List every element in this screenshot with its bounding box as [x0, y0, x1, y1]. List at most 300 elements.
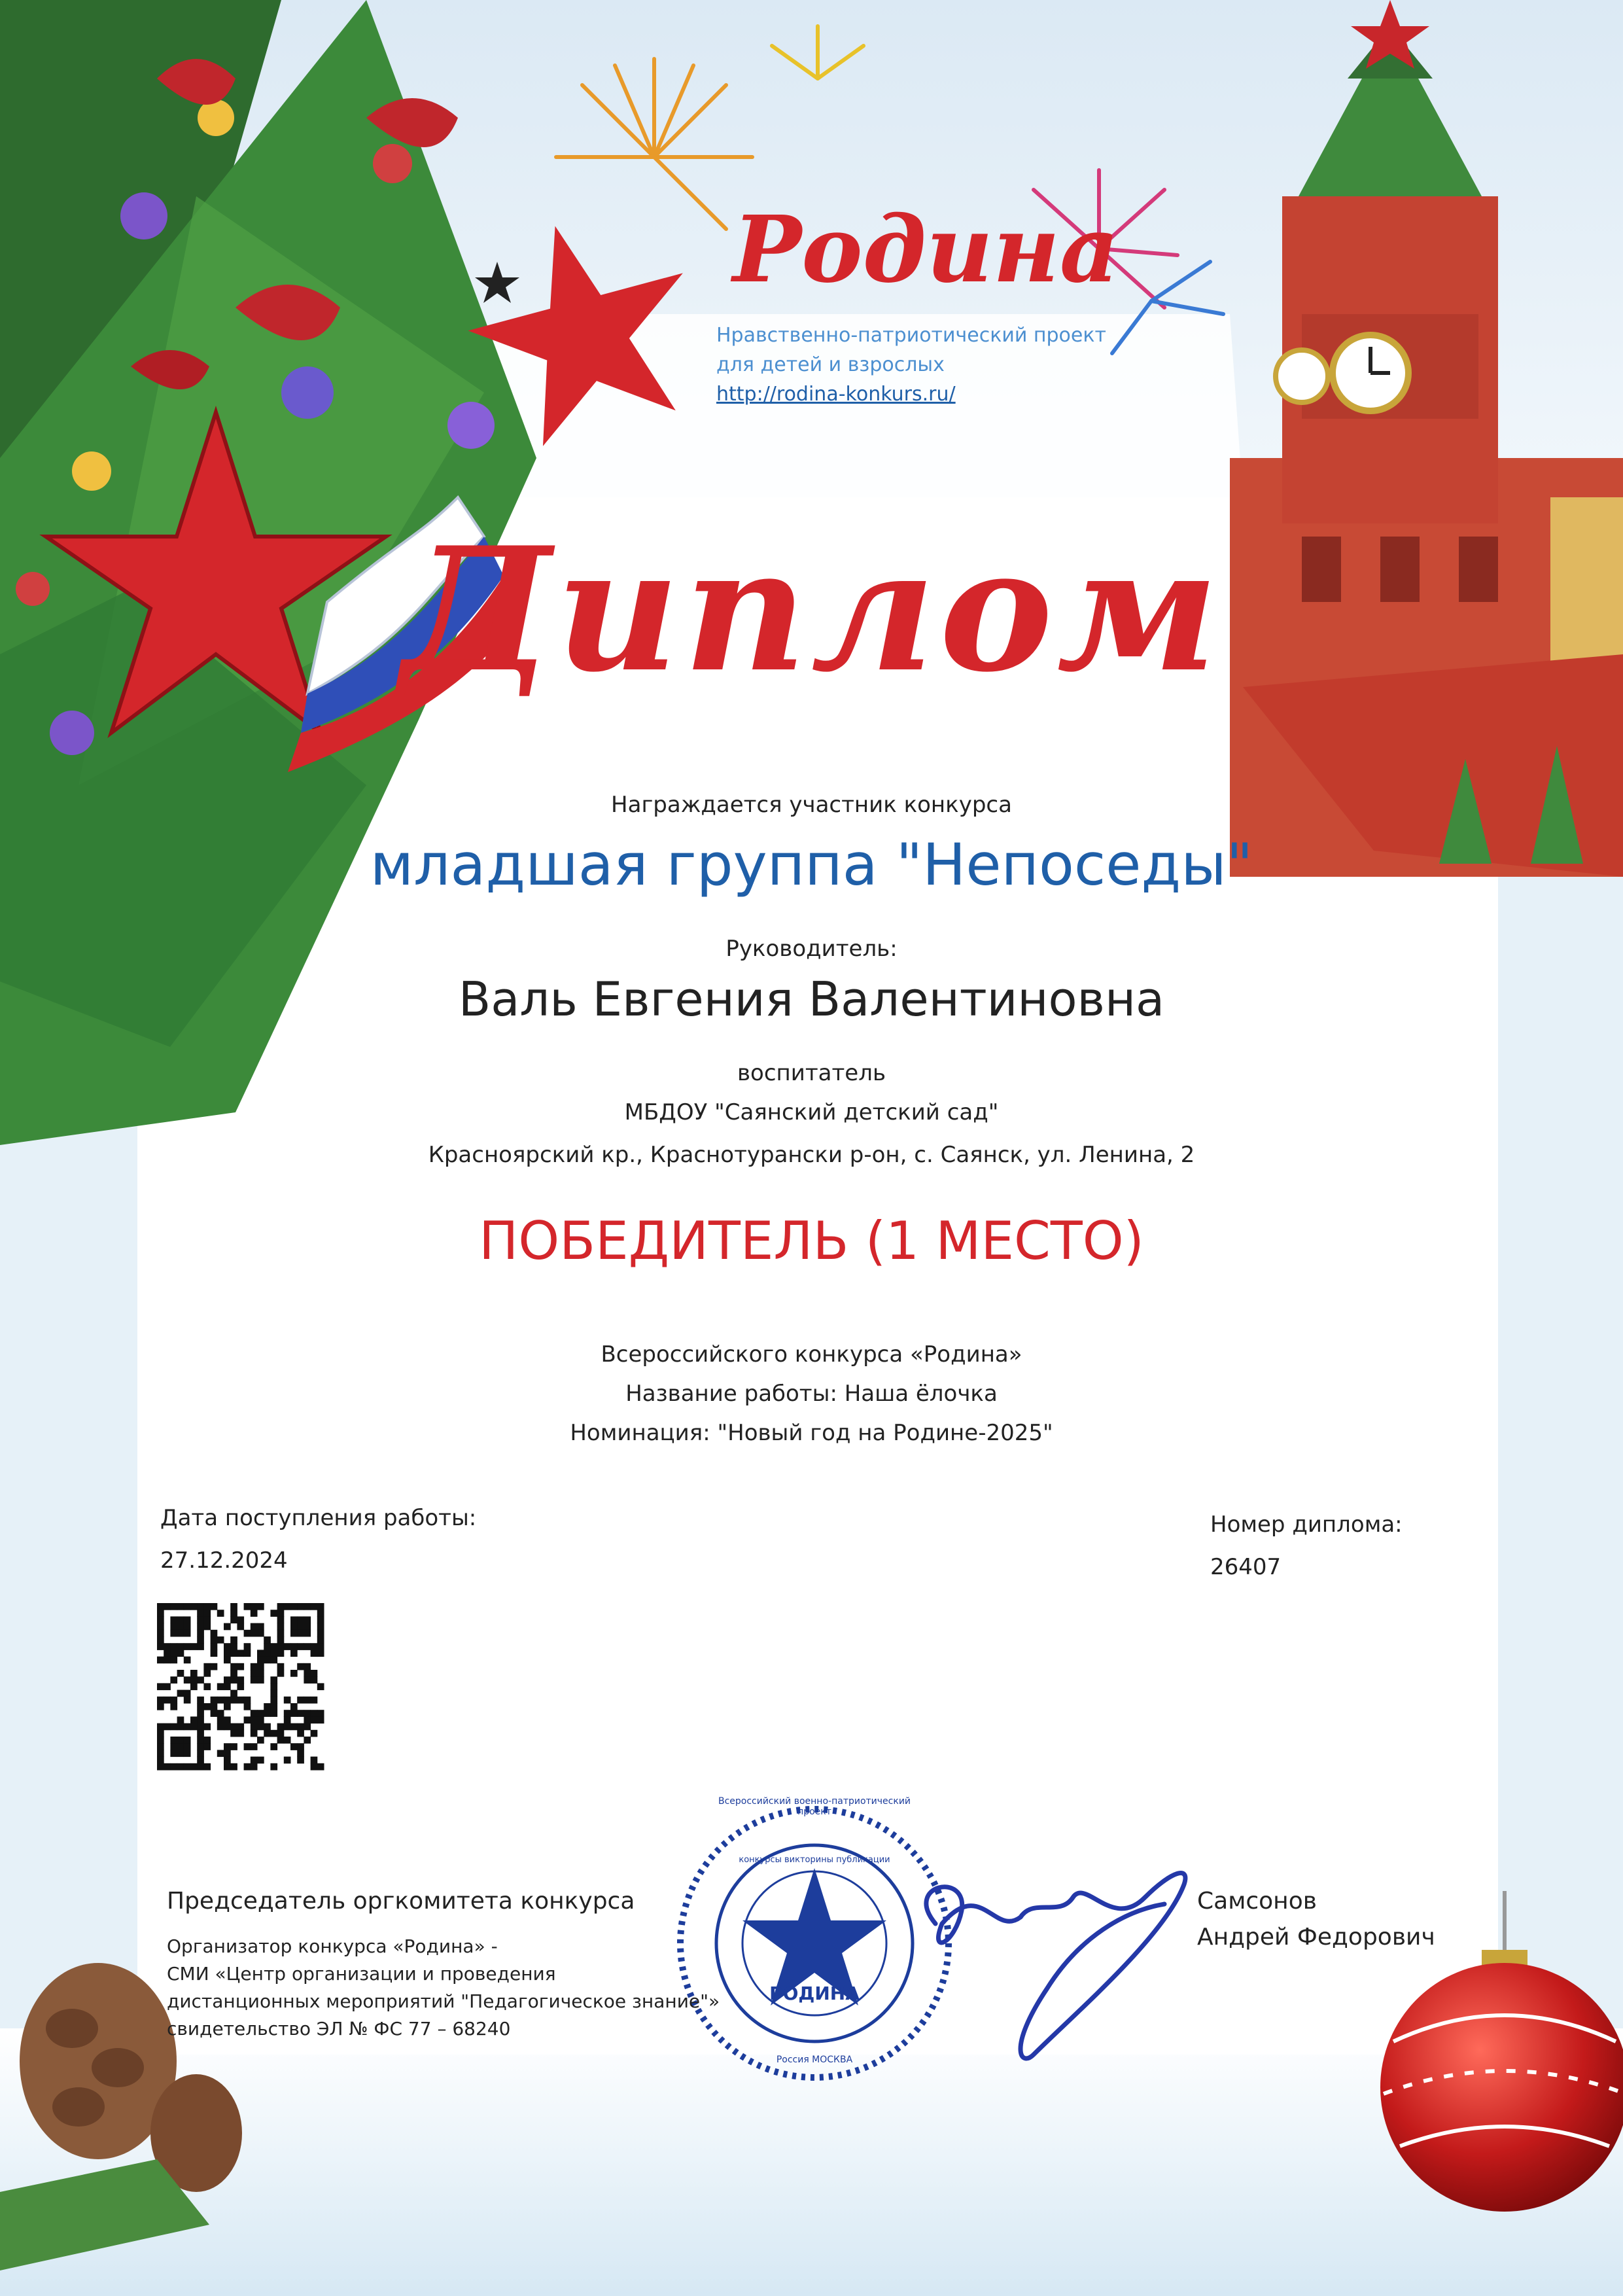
qr-module — [257, 1723, 264, 1731]
qr-module — [190, 1643, 198, 1650]
qr-module — [264, 1723, 271, 1731]
qr-module — [304, 1710, 311, 1717]
qr-module — [290, 1603, 298, 1610]
qr-module — [244, 1630, 251, 1637]
project-tagline-1: Нравственно-патриотический проект — [716, 324, 1106, 347]
qr-module — [237, 1663, 244, 1670]
qr-module — [217, 1723, 224, 1731]
qr-module — [203, 1670, 211, 1677]
qr-module — [290, 1710, 298, 1717]
qr-module — [317, 1616, 324, 1623]
qr-module — [264, 1703, 271, 1710]
qr-module — [264, 1650, 271, 1657]
qr-module — [197, 1603, 204, 1610]
qr-module — [251, 1630, 258, 1637]
organizer-line-4: свидетельство ЭЛ № ФС 77 – 68240 — [167, 2018, 511, 2040]
organization: МБДОУ "Саянский детский сад" — [624, 1099, 999, 1125]
qr-module — [237, 1683, 244, 1690]
qr-module — [197, 1763, 204, 1771]
qr-module — [177, 1750, 184, 1757]
qr-module — [230, 1650, 237, 1657]
qr-module — [211, 1630, 218, 1637]
qr-module — [304, 1630, 311, 1637]
qr-module — [317, 1610, 324, 1617]
qr-module — [197, 1623, 204, 1631]
logo-text: Родина — [733, 196, 1119, 304]
qr-module — [224, 1763, 231, 1771]
qr-module — [184, 1697, 191, 1704]
qr-module — [157, 1603, 164, 1610]
qr-module — [284, 1723, 291, 1731]
qr-module — [237, 1616, 244, 1623]
qr-module — [277, 1603, 285, 1610]
qr-module — [257, 1630, 264, 1637]
qr-module — [197, 1757, 204, 1764]
qr-module — [277, 1670, 285, 1677]
qr-module — [297, 1643, 304, 1650]
address: Красноярский кр., Краснотурански р-он, с. Саянск, ул. Ленина, 2 — [428, 1142, 1195, 1168]
qr-module — [270, 1763, 277, 1771]
qr-module — [184, 1690, 191, 1697]
qr-module — [224, 1683, 231, 1690]
qr-module — [304, 1723, 311, 1731]
qr-module — [277, 1623, 285, 1631]
qr-module — [284, 1603, 291, 1610]
qr-module — [257, 1603, 264, 1610]
qr-module — [177, 1650, 184, 1657]
qr-module — [251, 1757, 258, 1764]
qr-module — [311, 1716, 318, 1723]
qr-module — [157, 1636, 164, 1644]
qr-module — [197, 1703, 204, 1710]
qr-module — [224, 1643, 231, 1650]
qr-module — [224, 1757, 231, 1764]
qr-module — [170, 1657, 177, 1664]
qr-module — [203, 1616, 211, 1623]
qr-module — [317, 1710, 324, 1717]
qr-module — [170, 1643, 177, 1650]
qr-module — [164, 1603, 171, 1610]
qr-module — [211, 1710, 218, 1717]
qr-module — [224, 1697, 231, 1704]
qr-module — [197, 1636, 204, 1644]
qr-module — [224, 1750, 231, 1757]
qr-module — [230, 1610, 237, 1617]
qr-module — [317, 1623, 324, 1631]
qr-module — [217, 1683, 224, 1690]
qr-module — [290, 1616, 298, 1623]
qr-module — [251, 1610, 258, 1617]
qr-module — [257, 1657, 264, 1664]
qr-module — [277, 1723, 285, 1731]
qr-module — [244, 1650, 251, 1657]
qr-module — [190, 1603, 198, 1610]
qr-module — [304, 1670, 311, 1677]
qr-module — [244, 1763, 251, 1771]
seal-outer-text: Всероссийский военно-патриотический проект — [718, 1796, 911, 1817]
qr-module — [177, 1737, 184, 1744]
qr-module — [284, 1643, 291, 1650]
qr-module — [270, 1690, 277, 1697]
qr-module — [190, 1763, 198, 1771]
qr-module — [230, 1636, 237, 1644]
qr-module — [197, 1697, 204, 1704]
qr-module — [197, 1710, 204, 1717]
qr-module — [257, 1650, 264, 1657]
qr-module — [184, 1630, 191, 1637]
leader-name: Валь Евгения Валентиновна — [458, 972, 1165, 1027]
seal-inner-text: конкурсы викторины публикации — [739, 1855, 890, 1865]
qr-module — [237, 1650, 244, 1657]
qr-module — [317, 1636, 324, 1644]
qr-module — [224, 1703, 231, 1710]
qr-module — [164, 1723, 171, 1731]
qr-module — [317, 1650, 324, 1657]
qr-module — [311, 1650, 318, 1657]
qr-module — [230, 1663, 237, 1670]
qr-module — [177, 1763, 184, 1771]
qr-module — [270, 1730, 277, 1737]
qr-module — [264, 1730, 271, 1737]
qr-module — [264, 1636, 271, 1644]
qr-module — [190, 1683, 198, 1690]
chair-label: Председатель оргкомитета конкурса — [167, 1888, 635, 1915]
qr-module — [304, 1676, 311, 1684]
qr-module — [217, 1716, 224, 1723]
qr-module — [297, 1757, 304, 1764]
qr-module — [164, 1643, 171, 1650]
qr-module — [311, 1643, 318, 1650]
qr-module — [184, 1643, 191, 1650]
qr-module — [244, 1603, 251, 1610]
qr-module — [224, 1676, 231, 1684]
diploma-title: Диплом — [400, 510, 1223, 710]
qr-module — [270, 1703, 277, 1710]
qr-module — [170, 1623, 177, 1631]
qr-module — [170, 1723, 177, 1731]
qr-module — [211, 1650, 218, 1657]
qr-module — [311, 1603, 318, 1610]
qr-module — [297, 1710, 304, 1717]
qr-module — [257, 1623, 264, 1631]
qr-module — [230, 1763, 237, 1771]
qr-module — [237, 1623, 244, 1631]
qr-module — [297, 1723, 304, 1731]
qr-module — [304, 1737, 311, 1744]
qr-module — [211, 1636, 218, 1644]
qr-module — [197, 1723, 204, 1731]
qr-module — [311, 1676, 318, 1684]
organizer-line-3: дистанционных мероприятий "Педагогическое знание"» — [167, 1990, 720, 2012]
result-title: ПОБЕДИТЕЛЬ (1 МЕСТО) — [479, 1210, 1144, 1271]
qr-module — [277, 1737, 285, 1744]
qr-module — [217, 1610, 224, 1617]
qr-module — [224, 1650, 231, 1657]
qr-module — [224, 1623, 231, 1631]
qr-module — [157, 1743, 164, 1750]
qr-module — [290, 1703, 298, 1710]
qr-module — [177, 1716, 184, 1723]
diploma-number: 26407 — [1210, 1554, 1282, 1580]
qr-module — [203, 1723, 211, 1731]
qr-module — [170, 1650, 177, 1657]
qr-module — [157, 1730, 164, 1737]
qr-module — [224, 1657, 231, 1664]
qr-module — [237, 1676, 244, 1684]
qr-module — [304, 1697, 311, 1704]
qr-module — [317, 1643, 324, 1650]
qr-module — [277, 1616, 285, 1623]
qr-module — [317, 1683, 324, 1690]
qr-module — [211, 1703, 218, 1710]
qr-module — [203, 1737, 211, 1744]
qr-module — [251, 1603, 258, 1610]
qr-module — [257, 1663, 264, 1670]
qr-module — [197, 1676, 204, 1684]
qr-module — [297, 1616, 304, 1623]
qr-module — [217, 1710, 224, 1717]
qr-module — [197, 1716, 204, 1723]
qr-module — [197, 1610, 204, 1617]
qr-module — [297, 1750, 304, 1757]
qr-module — [170, 1703, 177, 1710]
qr-module — [184, 1603, 191, 1610]
qr-module — [317, 1603, 324, 1610]
qr-module — [230, 1603, 237, 1610]
qr-module — [230, 1670, 237, 1677]
qr-module — [177, 1630, 184, 1637]
qr-module — [203, 1703, 211, 1710]
qr-module — [244, 1697, 251, 1704]
qr-module — [244, 1743, 251, 1750]
qr-module — [164, 1763, 171, 1771]
qr-module — [251, 1710, 258, 1717]
qr-module — [270, 1683, 277, 1690]
qr-module — [297, 1730, 304, 1737]
qr-module — [304, 1643, 311, 1650]
qr-module — [304, 1623, 311, 1631]
qr-module — [270, 1676, 277, 1684]
qr-module — [297, 1630, 304, 1637]
qr-module — [237, 1730, 244, 1737]
qr-module — [277, 1663, 285, 1670]
qr-module — [230, 1697, 237, 1704]
qr-module — [157, 1763, 164, 1771]
qr-module — [311, 1757, 318, 1764]
qr-module — [177, 1643, 184, 1650]
qr-module — [311, 1697, 318, 1704]
qr-module — [170, 1750, 177, 1757]
qr-module — [203, 1663, 211, 1670]
qr-module — [157, 1610, 164, 1617]
qr-module — [164, 1657, 171, 1664]
qr-module — [157, 1737, 164, 1744]
qr-module — [290, 1723, 298, 1731]
qr-module — [177, 1670, 184, 1677]
qr-module — [251, 1730, 258, 1737]
qr-module — [304, 1603, 311, 1610]
qr-module — [270, 1643, 277, 1650]
qr-module — [197, 1750, 204, 1757]
qr-module — [251, 1623, 258, 1631]
organizer-line-2: СМИ «Центр организации и проведения — [167, 1963, 556, 1985]
qr-module — [203, 1743, 211, 1750]
qr-module — [277, 1730, 285, 1737]
qr-module — [284, 1710, 291, 1717]
qr-module — [190, 1723, 198, 1731]
qr-module — [177, 1723, 184, 1731]
qr-module — [164, 1697, 171, 1704]
qr-module — [224, 1743, 231, 1750]
qr-module — [203, 1623, 211, 1631]
qr-module — [257, 1737, 264, 1744]
qr-module — [297, 1603, 304, 1610]
bottom-band — [0, 2028, 1623, 2296]
qr-module — [164, 1650, 171, 1657]
qr-module — [157, 1757, 164, 1764]
qr-module — [304, 1716, 311, 1723]
qr-module — [230, 1676, 237, 1684]
qr-module — [157, 1723, 164, 1731]
qr-module — [190, 1670, 198, 1677]
qr-module — [197, 1737, 204, 1744]
qr-module — [177, 1690, 184, 1697]
qr-module — [317, 1763, 324, 1771]
qr-module — [290, 1630, 298, 1637]
qr-module — [297, 1697, 304, 1704]
project-url-link[interactable]: http://rodina-konkurs.ru/ — [716, 383, 956, 406]
contest-name: Всероссийского конкурса «Родина» — [601, 1341, 1022, 1368]
qr-module — [170, 1697, 177, 1704]
qr-module — [164, 1683, 171, 1690]
qr-module — [244, 1716, 251, 1723]
qr-module — [290, 1650, 298, 1657]
qr-module — [184, 1657, 191, 1664]
qr-module — [304, 1616, 311, 1623]
qr-module — [197, 1630, 204, 1637]
qr-module — [317, 1630, 324, 1637]
qr-module — [157, 1697, 164, 1704]
signer-name: Андрей Федорович — [1197, 1924, 1435, 1951]
qr-module — [284, 1757, 291, 1764]
qr-module — [203, 1763, 211, 1771]
qr-module — [311, 1710, 318, 1717]
qr-module — [157, 1630, 164, 1637]
qr-module — [184, 1737, 191, 1744]
qr-module — [230, 1643, 237, 1650]
qr-module — [270, 1710, 277, 1717]
qr-module — [270, 1743, 277, 1750]
qr-module — [270, 1610, 277, 1617]
qr-module — [170, 1743, 177, 1750]
qr-module — [157, 1616, 164, 1623]
seal-bottom-text: Россия МОСКВА — [776, 2055, 853, 2065]
qr-module — [317, 1716, 324, 1723]
qr-module — [190, 1716, 198, 1723]
qr-module — [277, 1643, 285, 1650]
receipt-date: 27.12.2024 — [160, 1547, 288, 1574]
qr-module — [211, 1697, 218, 1704]
qr-module — [197, 1643, 204, 1650]
work-title: Название работы: Наша ёлочка — [625, 1381, 998, 1407]
qr-module — [184, 1723, 191, 1731]
qr-module — [251, 1743, 258, 1750]
qr-module — [237, 1723, 244, 1731]
qr-module — [230, 1690, 237, 1697]
project-tagline-2: для детей и взрослых — [716, 353, 945, 376]
qr-module — [170, 1630, 177, 1637]
organizer-line-1: Организатор конкурса «Родина» - — [167, 1935, 498, 1957]
qr-module — [270, 1657, 277, 1664]
qr-module — [157, 1683, 164, 1690]
qr-module — [264, 1643, 271, 1650]
qr-module — [311, 1730, 318, 1737]
qr-module — [157, 1703, 164, 1710]
qr-module — [203, 1683, 211, 1690]
qr-module — [297, 1663, 304, 1670]
qr-module — [237, 1697, 244, 1704]
qr-module — [251, 1763, 258, 1771]
qr-module — [157, 1750, 164, 1757]
qr-module — [257, 1716, 264, 1723]
qr-module — [251, 1676, 258, 1684]
qr-module — [284, 1716, 291, 1723]
qr-module — [230, 1730, 237, 1737]
qr-module — [290, 1643, 298, 1650]
qr-module — [157, 1643, 164, 1650]
receipt-date-label: Дата поступления работы: — [160, 1505, 477, 1531]
qr-code — [153, 1599, 328, 1774]
qr-module — [211, 1603, 218, 1610]
seal-center-label: РОДИНА — [769, 1983, 860, 2004]
qr-module — [284, 1697, 291, 1704]
qr-module — [257, 1757, 264, 1764]
qr-module — [217, 1750, 224, 1757]
qr-module — [190, 1676, 198, 1684]
qr-module — [170, 1737, 177, 1744]
qr-module — [170, 1676, 177, 1684]
qr-module — [277, 1610, 285, 1617]
qr-module — [177, 1603, 184, 1610]
participant-name: младшая группа "Непоседы" — [370, 831, 1253, 898]
qr-module — [284, 1737, 291, 1744]
qr-module — [211, 1643, 218, 1650]
qr-module — [217, 1636, 224, 1644]
qr-module — [297, 1743, 304, 1750]
qr-module — [251, 1670, 258, 1677]
award-intro: Награждается участник конкурса — [611, 792, 1012, 818]
qr-module — [170, 1603, 177, 1610]
qr-module — [290, 1623, 298, 1631]
qr-module — [184, 1743, 191, 1750]
qr-module — [257, 1670, 264, 1677]
qr-module — [184, 1763, 191, 1771]
qr-module — [251, 1716, 258, 1723]
qr-module — [270, 1650, 277, 1657]
qr-module — [270, 1697, 277, 1704]
qr-module — [197, 1743, 204, 1750]
qr-module — [184, 1623, 191, 1631]
qr-module — [290, 1670, 298, 1677]
qr-module — [304, 1663, 311, 1670]
qr-module — [230, 1743, 237, 1750]
qr-module — [251, 1663, 258, 1670]
qr-module — [177, 1616, 184, 1623]
qr-module — [211, 1663, 218, 1670]
signer-surname: Самсонов — [1197, 1888, 1317, 1915]
qr-module — [217, 1697, 224, 1704]
qr-module — [264, 1657, 271, 1664]
